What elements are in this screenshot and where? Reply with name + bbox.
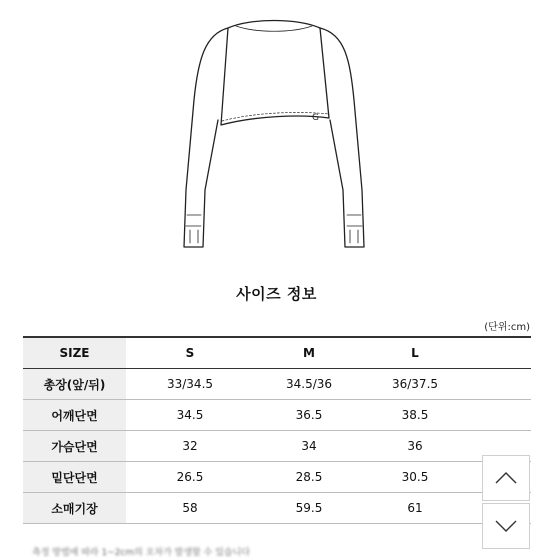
header-size: SIZE	[23, 337, 126, 369]
crop-top-illustration	[160, 4, 390, 260]
cell-l: 38.5	[364, 400, 466, 431]
table-header-row	[23, 337, 531, 369]
cell-l: 61	[364, 493, 466, 524]
scroll-down-button[interactable]	[482, 503, 530, 549]
garment-logo: G	[312, 113, 319, 123]
header-s: S	[126, 337, 254, 369]
cell-m: 28.5	[254, 462, 364, 493]
cell-m: 36.5	[254, 400, 364, 431]
cell-spacer	[466, 369, 531, 400]
cell-l: 30.5	[364, 462, 466, 493]
chevron-up-icon	[494, 471, 518, 485]
cell-l: 36	[364, 431, 466, 462]
scroll-up-button[interactable]	[482, 455, 530, 501]
cell-m: 59.5	[254, 493, 364, 524]
cell-l: 36/37.5	[364, 369, 466, 400]
row-label: 가슴단면	[23, 431, 126, 462]
cell-s: 58	[126, 493, 254, 524]
table-row	[23, 400, 531, 431]
section-title: 사이즈 정보	[236, 285, 317, 303]
cell-s: 26.5	[126, 462, 254, 493]
cell-m: 34.5/36	[254, 369, 364, 400]
header-m: M	[254, 337, 364, 369]
footnote: 측정 방법에 따라 1~2cm의 오차가 발생할 수 있습니다	[32, 548, 250, 558]
cell-m: 34	[254, 431, 364, 462]
table-row	[23, 431, 531, 462]
table-row	[23, 369, 531, 400]
row-label: 총장(앞/뒤)	[23, 369, 126, 400]
chevron-down-icon	[494, 519, 518, 533]
header-spacer	[466, 337, 531, 369]
header-l: L	[364, 337, 466, 369]
table-row	[23, 493, 531, 524]
unit-label: (단위:cm)	[484, 322, 530, 333]
table-row	[23, 462, 531, 493]
cell-s: 34.5	[126, 400, 254, 431]
row-label: 어깨단면	[23, 400, 126, 431]
cell-spacer	[466, 400, 531, 431]
size-table	[23, 336, 531, 524]
row-label: 밑단단면	[23, 462, 126, 493]
cell-s: 32	[126, 431, 254, 462]
row-label: 소매기장	[23, 493, 126, 524]
cell-s: 33/34.5	[126, 369, 254, 400]
